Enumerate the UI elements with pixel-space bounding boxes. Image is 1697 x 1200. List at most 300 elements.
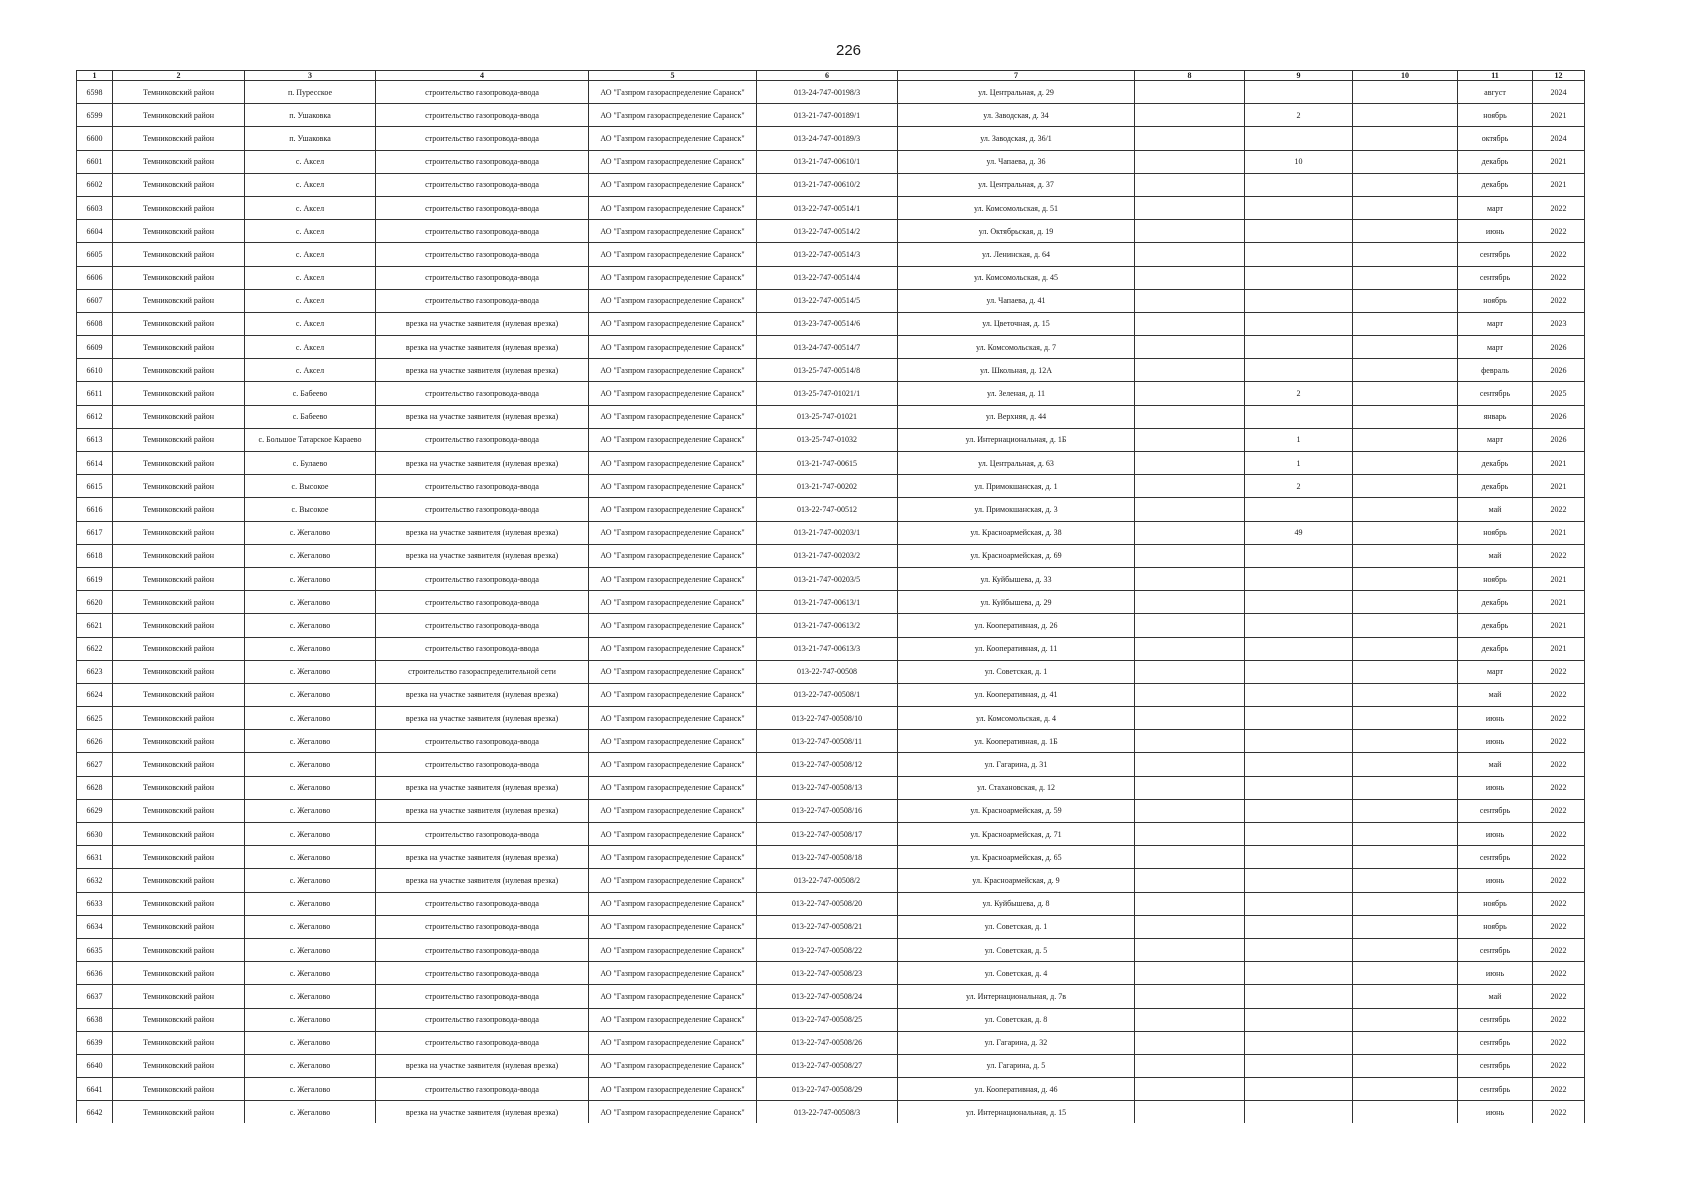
cell-row-number: 6619	[77, 567, 113, 590]
cell-col-10	[1353, 637, 1458, 660]
cell-address: ул. Комсомольская, д. 7	[898, 336, 1135, 359]
cell-row-number: 6602	[77, 173, 113, 196]
cell-work-type: строительство газопровода-ввода	[376, 892, 589, 915]
cell-contract-number: 013-22-747-00508/12	[757, 753, 898, 776]
cell-settlement: с. Бабеево	[245, 382, 376, 405]
cell-row-number: 6639	[77, 1031, 113, 1054]
cell-district: Темниковский район	[113, 753, 245, 776]
cell-col-8	[1135, 359, 1245, 382]
cell-col-8	[1135, 498, 1245, 521]
cell-work-type: строительство газопровода-ввода	[376, 962, 589, 985]
cell-month: май	[1458, 683, 1533, 706]
cell-year: 2021	[1533, 475, 1585, 498]
cell-row-number: 6638	[77, 1008, 113, 1031]
cell-address: ул. Комсомольская, д. 51	[898, 196, 1135, 219]
cell-row-number: 6603	[77, 196, 113, 219]
cell-work-type: врезка на участке заявителя (нулевая врезка)	[376, 846, 589, 869]
cell-contract-number: 013-21-747-00613/1	[757, 591, 898, 614]
cell-col-9	[1245, 776, 1353, 799]
cell-organization: АО "Газпром газораспределение Саранск"	[589, 150, 757, 173]
cell-settlement: с. Жегалово	[245, 915, 376, 938]
cell-work-type: врезка на участке заявителя (нулевая врезка)	[376, 683, 589, 706]
cell-organization: АО "Газпром газораспределение Саранск"	[589, 915, 757, 938]
column-header-8: 8	[1135, 71, 1245, 81]
cell-col-8	[1135, 637, 1245, 660]
cell-col-8	[1135, 150, 1245, 173]
cell-col-8	[1135, 915, 1245, 938]
table-row	[77, 660, 1585, 683]
table-row	[77, 359, 1585, 382]
cell-year: 2022	[1533, 243, 1585, 266]
cell-col-10	[1353, 799, 1458, 822]
cell-work-type: строительство газопровода-ввода	[376, 823, 589, 846]
cell-col-8	[1135, 289, 1245, 312]
cell-col-9	[1245, 196, 1353, 219]
cell-year: 2022	[1533, 660, 1585, 683]
cell-year: 2021	[1533, 104, 1585, 127]
table-row	[77, 567, 1585, 590]
cell-col-9	[1245, 220, 1353, 243]
cell-row-number: 6631	[77, 846, 113, 869]
cell-contract-number: 013-22-747-00508/22	[757, 938, 898, 961]
cell-col-9	[1245, 544, 1353, 567]
cell-contract-number: 013-25-747-01032	[757, 428, 898, 451]
cell-work-type: строительство газопровода-ввода	[376, 753, 589, 776]
cell-col-9	[1245, 962, 1353, 985]
cell-year: 2021	[1533, 452, 1585, 475]
cell-district: Темниковский район	[113, 127, 245, 150]
column-header-5: 5	[589, 71, 757, 81]
cell-month: июнь	[1458, 220, 1533, 243]
cell-col-8	[1135, 127, 1245, 150]
cell-month: сентябрь	[1458, 846, 1533, 869]
cell-row-number: 6599	[77, 104, 113, 127]
cell-col-10	[1353, 104, 1458, 127]
cell-row-number: 6609	[77, 336, 113, 359]
table-row	[77, 289, 1585, 312]
cell-organization: АО "Газпром газораспределение Саранск"	[589, 173, 757, 196]
cell-month: январь	[1458, 405, 1533, 428]
cell-col-10	[1353, 359, 1458, 382]
cell-work-type: строительство газопровода-ввода	[376, 127, 589, 150]
cell-district: Темниковский район	[113, 521, 245, 544]
cell-organization: АО "Газпром газораспределение Саранск"	[589, 660, 757, 683]
column-header-12: 12	[1533, 71, 1585, 81]
cell-address: ул. Интернациональная, д. 1Б	[898, 428, 1135, 451]
cell-row-number: 6642	[77, 1101, 113, 1124]
cell-address: ул. Цветочная, д. 15	[898, 312, 1135, 335]
cell-col-8	[1135, 614, 1245, 637]
cell-district: Темниковский район	[113, 707, 245, 730]
cell-contract-number: 013-24-747-00189/3	[757, 127, 898, 150]
cell-col-9	[1245, 243, 1353, 266]
cell-month: декабрь	[1458, 475, 1533, 498]
cell-organization: АО "Газпром газораспределение Саранск"	[589, 846, 757, 869]
cell-organization: АО "Газпром газораспределение Саранск"	[589, 266, 757, 289]
cell-work-type: строительство газопровода-ввода	[376, 475, 589, 498]
cell-row-number: 6623	[77, 660, 113, 683]
cell-district: Темниковский район	[113, 382, 245, 405]
cell-district: Темниковский район	[113, 660, 245, 683]
cell-col-10	[1353, 544, 1458, 567]
cell-year: 2022	[1533, 266, 1585, 289]
column-header-7: 7	[898, 71, 1135, 81]
cell-contract-number: 013-22-747-00512	[757, 498, 898, 521]
table-row	[77, 591, 1585, 614]
cell-district: Темниковский район	[113, 428, 245, 451]
cell-row-number: 6637	[77, 985, 113, 1008]
cell-year: 2026	[1533, 428, 1585, 451]
cell-organization: АО "Газпром газораспределение Саранск"	[589, 614, 757, 637]
cell-settlement: с. Бабеево	[245, 405, 376, 428]
cell-col-8	[1135, 799, 1245, 822]
cell-address: ул. Советская, д. 1	[898, 660, 1135, 683]
table-row	[77, 544, 1585, 567]
cell-address: ул. Гагарина, д. 5	[898, 1054, 1135, 1077]
cell-organization: АО "Газпром газораспределение Саранск"	[589, 1078, 757, 1101]
cell-address: ул. Гагарина, д. 32	[898, 1031, 1135, 1054]
cell-organization: АО "Газпром газораспределение Саранск"	[589, 730, 757, 753]
cell-contract-number: 013-22-747-00514/2	[757, 220, 898, 243]
cell-col-10	[1353, 521, 1458, 544]
cell-col-8	[1135, 1078, 1245, 1101]
cell-contract-number: 013-21-747-00202	[757, 475, 898, 498]
cell-settlement: с. Аксел	[245, 150, 376, 173]
cell-col-9	[1245, 498, 1353, 521]
cell-col-9	[1245, 127, 1353, 150]
cell-work-type: строительство газопровода-ввода	[376, 567, 589, 590]
cell-col-9	[1245, 1101, 1353, 1124]
cell-work-type: врезка на участке заявителя (нулевая врезка)	[376, 707, 589, 730]
cell-month: март	[1458, 336, 1533, 359]
cell-col-9: 1	[1245, 428, 1353, 451]
cell-year: 2026	[1533, 405, 1585, 428]
cell-contract-number: 013-22-747-00508/21	[757, 915, 898, 938]
cell-month: ноябрь	[1458, 892, 1533, 915]
cell-row-number: 6621	[77, 614, 113, 637]
table-row	[77, 266, 1585, 289]
cell-settlement: п. Пуресское	[245, 81, 376, 104]
cell-settlement: с. Аксел	[245, 289, 376, 312]
cell-contract-number: 013-21-747-00613/3	[757, 637, 898, 660]
table-row	[77, 892, 1585, 915]
cell-settlement: с. Жегалово	[245, 1031, 376, 1054]
cell-year: 2022	[1533, 1054, 1585, 1077]
cell-work-type: врезка на участке заявителя (нулевая врезка)	[376, 544, 589, 567]
cell-col-10	[1353, 823, 1458, 846]
cell-col-10	[1353, 707, 1458, 730]
column-header-9: 9	[1245, 71, 1353, 81]
cell-col-9	[1245, 614, 1353, 637]
table-row	[77, 823, 1585, 846]
cell-year: 2022	[1533, 869, 1585, 892]
table-row	[77, 1078, 1585, 1101]
table-row	[77, 637, 1585, 660]
table-row	[77, 707, 1585, 730]
cell-row-number: 6601	[77, 150, 113, 173]
cell-col-9	[1245, 405, 1353, 428]
cell-organization: АО "Газпром газораспределение Саранск"	[589, 312, 757, 335]
cell-organization: АО "Газпром газораспределение Саранск"	[589, 359, 757, 382]
cell-work-type: строительство газопровода-ввода	[376, 1031, 589, 1054]
cell-district: Темниковский район	[113, 266, 245, 289]
cell-year: 2026	[1533, 336, 1585, 359]
cell-work-type: строительство газопровода-ввода	[376, 289, 589, 312]
cell-col-9	[1245, 1031, 1353, 1054]
cell-address: ул. Красноармейская, д. 69	[898, 544, 1135, 567]
cell-col-9: 1	[1245, 452, 1353, 475]
cell-work-type: врезка на участке заявителя (нулевая врезка)	[376, 312, 589, 335]
cell-year: 2022	[1533, 985, 1585, 1008]
cell-col-8	[1135, 452, 1245, 475]
cell-year: 2022	[1533, 1101, 1585, 1124]
cell-district: Темниковский район	[113, 452, 245, 475]
cell-col-10	[1353, 938, 1458, 961]
cell-col-9	[1245, 892, 1353, 915]
cell-district: Темниковский район	[113, 823, 245, 846]
cell-settlement: с. Жегалово	[245, 799, 376, 822]
cell-year: 2023	[1533, 312, 1585, 335]
table-row	[77, 683, 1585, 706]
table-header-row	[77, 71, 1585, 81]
cell-district: Темниковский район	[113, 637, 245, 660]
cell-month: сентябрь	[1458, 799, 1533, 822]
cell-col-10	[1353, 336, 1458, 359]
cell-col-9	[1245, 591, 1353, 614]
cell-col-9	[1245, 1078, 1353, 1101]
cell-col-9	[1245, 312, 1353, 335]
cell-contract-number: 013-22-747-00514/5	[757, 289, 898, 312]
cell-month: сентябрь	[1458, 243, 1533, 266]
cell-work-type: строительство газопровода-ввода	[376, 104, 589, 127]
cell-organization: АО "Газпром газораспределение Саранск"	[589, 1008, 757, 1031]
cell-year: 2022	[1533, 1031, 1585, 1054]
cell-col-9	[1245, 938, 1353, 961]
cell-col-10	[1353, 312, 1458, 335]
cell-row-number: 6627	[77, 753, 113, 776]
cell-col-9	[1245, 1008, 1353, 1031]
cell-col-10	[1353, 1031, 1458, 1054]
cell-month: март	[1458, 312, 1533, 335]
cell-col-9	[1245, 289, 1353, 312]
cell-col-8	[1135, 382, 1245, 405]
cell-work-type: строительство газопровода-ввода	[376, 915, 589, 938]
cell-row-number: 6608	[77, 312, 113, 335]
cell-organization: АО "Газпром газораспределение Саранск"	[589, 428, 757, 451]
table-row	[77, 452, 1585, 475]
cell-col-8	[1135, 776, 1245, 799]
cell-col-10	[1353, 382, 1458, 405]
cell-row-number: 6605	[77, 243, 113, 266]
cell-district: Темниковский район	[113, 892, 245, 915]
cell-address: ул. Интернациональная, д. 15	[898, 1101, 1135, 1124]
column-header-3: 3	[245, 71, 376, 81]
cell-col-10	[1353, 1008, 1458, 1031]
cell-address: ул. Советская, д. 1	[898, 915, 1135, 938]
cell-col-10	[1353, 266, 1458, 289]
cell-address: ул. Советская, д. 8	[898, 1008, 1135, 1031]
cell-work-type: строительство газопровода-ввода	[376, 243, 589, 266]
cell-contract-number: 013-22-747-00508/27	[757, 1054, 898, 1077]
cell-work-type: строительство газопровода-ввода	[376, 428, 589, 451]
cell-settlement: с. Жегалово	[245, 892, 376, 915]
cell-row-number: 6628	[77, 776, 113, 799]
table-row	[77, 475, 1585, 498]
cell-col-9	[1245, 567, 1353, 590]
cell-row-number: 6625	[77, 707, 113, 730]
cell-settlement: с. Жегалово	[245, 591, 376, 614]
cell-col-10	[1353, 683, 1458, 706]
cell-address: ул. Чапаева, д. 41	[898, 289, 1135, 312]
cell-col-9	[1245, 336, 1353, 359]
cell-contract-number: 013-21-747-00203/1	[757, 521, 898, 544]
cell-col-9	[1245, 753, 1353, 776]
cell-col-9	[1245, 799, 1353, 822]
cell-organization: АО "Газпром газораспределение Саранск"	[589, 962, 757, 985]
table-row	[77, 405, 1585, 428]
cell-district: Темниковский район	[113, 243, 245, 266]
table-row	[77, 938, 1585, 961]
cell-district: Темниковский район	[113, 498, 245, 521]
cell-contract-number: 013-25-747-01021/1	[757, 382, 898, 405]
cell-organization: АО "Газпром газораспределение Саранск"	[589, 289, 757, 312]
cell-col-8	[1135, 220, 1245, 243]
cell-address: ул. Примокшанская, д. 1	[898, 475, 1135, 498]
cell-month: декабрь	[1458, 452, 1533, 475]
cell-organization: АО "Газпром газораспределение Саранск"	[589, 81, 757, 104]
cell-contract-number: 013-23-747-00514/6	[757, 312, 898, 335]
cell-work-type: строительство газопровода-ввода	[376, 498, 589, 521]
cell-organization: АО "Газпром газораспределение Саранск"	[589, 382, 757, 405]
cell-year: 2022	[1533, 683, 1585, 706]
cell-organization: АО "Газпром газораспределение Саранск"	[589, 591, 757, 614]
table-row	[77, 776, 1585, 799]
cell-row-number: 6633	[77, 892, 113, 915]
cell-settlement: п. Ушаковка	[245, 104, 376, 127]
cell-col-8	[1135, 660, 1245, 683]
table-row	[77, 173, 1585, 196]
cell-contract-number: 013-22-747-00508/3	[757, 1101, 898, 1124]
cell-month: июнь	[1458, 730, 1533, 753]
cell-district: Темниковский район	[113, 405, 245, 428]
table-row	[77, 104, 1585, 127]
cell-contract-number: 013-22-747-00514/3	[757, 243, 898, 266]
cell-col-8	[1135, 405, 1245, 428]
cell-col-8	[1135, 1008, 1245, 1031]
cell-year: 2021	[1533, 567, 1585, 590]
cell-row-number: 6622	[77, 637, 113, 660]
cell-district: Темниковский район	[113, 683, 245, 706]
cell-month: май	[1458, 985, 1533, 1008]
cell-settlement: с. Высокое	[245, 498, 376, 521]
cell-organization: АО "Газпром газораспределение Саранск"	[589, 220, 757, 243]
cell-month: ноябрь	[1458, 289, 1533, 312]
cell-settlement: с. Жегалово	[245, 637, 376, 660]
cell-row-number: 6635	[77, 938, 113, 961]
cell-address: ул. Красноармейская, д. 38	[898, 521, 1135, 544]
cell-month: сентябрь	[1458, 1008, 1533, 1031]
cell-month: декабрь	[1458, 591, 1533, 614]
cell-col-8	[1135, 312, 1245, 335]
cell-col-8	[1135, 869, 1245, 892]
cell-district: Темниковский район	[113, 81, 245, 104]
cell-address: ул. Кооперативная, д. 41	[898, 683, 1135, 706]
cell-address: ул. Стахановская, д. 12	[898, 776, 1135, 799]
table-row	[77, 846, 1585, 869]
cell-year: 2022	[1533, 799, 1585, 822]
cell-month: март	[1458, 196, 1533, 219]
cell-col-8	[1135, 196, 1245, 219]
table-row	[77, 382, 1585, 405]
cell-contract-number: 013-22-747-00508/24	[757, 985, 898, 1008]
cell-col-8	[1135, 1031, 1245, 1054]
table-row	[77, 799, 1585, 822]
cell-col-10	[1353, 985, 1458, 1008]
cell-col-8	[1135, 846, 1245, 869]
cell-work-type: врезка на участке заявителя (нулевая врезка)	[376, 1054, 589, 1077]
cell-work-type: строительство газопровода-ввода	[376, 196, 589, 219]
cell-address: ул. Комсомольская, д. 45	[898, 266, 1135, 289]
cell-settlement: с. Аксел	[245, 196, 376, 219]
cell-col-9: 2	[1245, 382, 1353, 405]
cell-organization: АО "Газпром газораспределение Саранск"	[589, 196, 757, 219]
cell-organization: АО "Газпром газораспределение Саранск"	[589, 521, 757, 544]
cell-year: 2022	[1533, 730, 1585, 753]
cell-month: май	[1458, 544, 1533, 567]
cell-district: Темниковский район	[113, 196, 245, 219]
cell-month: сентябрь	[1458, 382, 1533, 405]
cell-settlement: с. Большое Татарское Караево	[245, 428, 376, 451]
cell-district: Темниковский район	[113, 173, 245, 196]
cell-year: 2021	[1533, 521, 1585, 544]
cell-col-9: 2	[1245, 104, 1353, 127]
cell-col-10	[1353, 614, 1458, 637]
cell-address: ул. Верхняя, д. 44	[898, 405, 1135, 428]
cell-organization: АО "Газпром газораспределение Саранск"	[589, 707, 757, 730]
cell-col-10	[1353, 220, 1458, 243]
cell-address: ул. Ленинская, д. 64	[898, 243, 1135, 266]
cell-col-8	[1135, 104, 1245, 127]
cell-district: Темниковский район	[113, 776, 245, 799]
cell-address: ул. Куйбышева, д. 29	[898, 591, 1135, 614]
cell-organization: АО "Газпром газораспределение Саранск"	[589, 567, 757, 590]
cell-month: июнь	[1458, 962, 1533, 985]
cell-district: Темниковский район	[113, 312, 245, 335]
cell-contract-number: 013-24-747-00514/7	[757, 336, 898, 359]
cell-year: 2022	[1533, 776, 1585, 799]
cell-settlement: с. Жегалово	[245, 521, 376, 544]
cell-settlement: с. Аксел	[245, 173, 376, 196]
table-row	[77, 1008, 1585, 1031]
cell-row-number: 6641	[77, 1078, 113, 1101]
cell-contract-number: 013-21-747-00615	[757, 452, 898, 475]
table-row	[77, 614, 1585, 637]
cell-col-10	[1353, 591, 1458, 614]
cell-district: Темниковский район	[113, 799, 245, 822]
cell-col-10	[1353, 1078, 1458, 1101]
cell-col-10	[1353, 475, 1458, 498]
cell-address: ул. Центральная, д. 29	[898, 81, 1135, 104]
cell-col-9	[1245, 846, 1353, 869]
cell-settlement: с. Аксел	[245, 359, 376, 382]
cell-contract-number: 013-22-747-00508/16	[757, 799, 898, 822]
column-header-10: 10	[1353, 71, 1458, 81]
table-row	[77, 312, 1585, 335]
cell-settlement: с. Жегалово	[245, 823, 376, 846]
cell-contract-number: 013-22-747-00508/26	[757, 1031, 898, 1054]
cell-year: 2022	[1533, 915, 1585, 938]
cell-work-type: строительство газопровода-ввода	[376, 730, 589, 753]
